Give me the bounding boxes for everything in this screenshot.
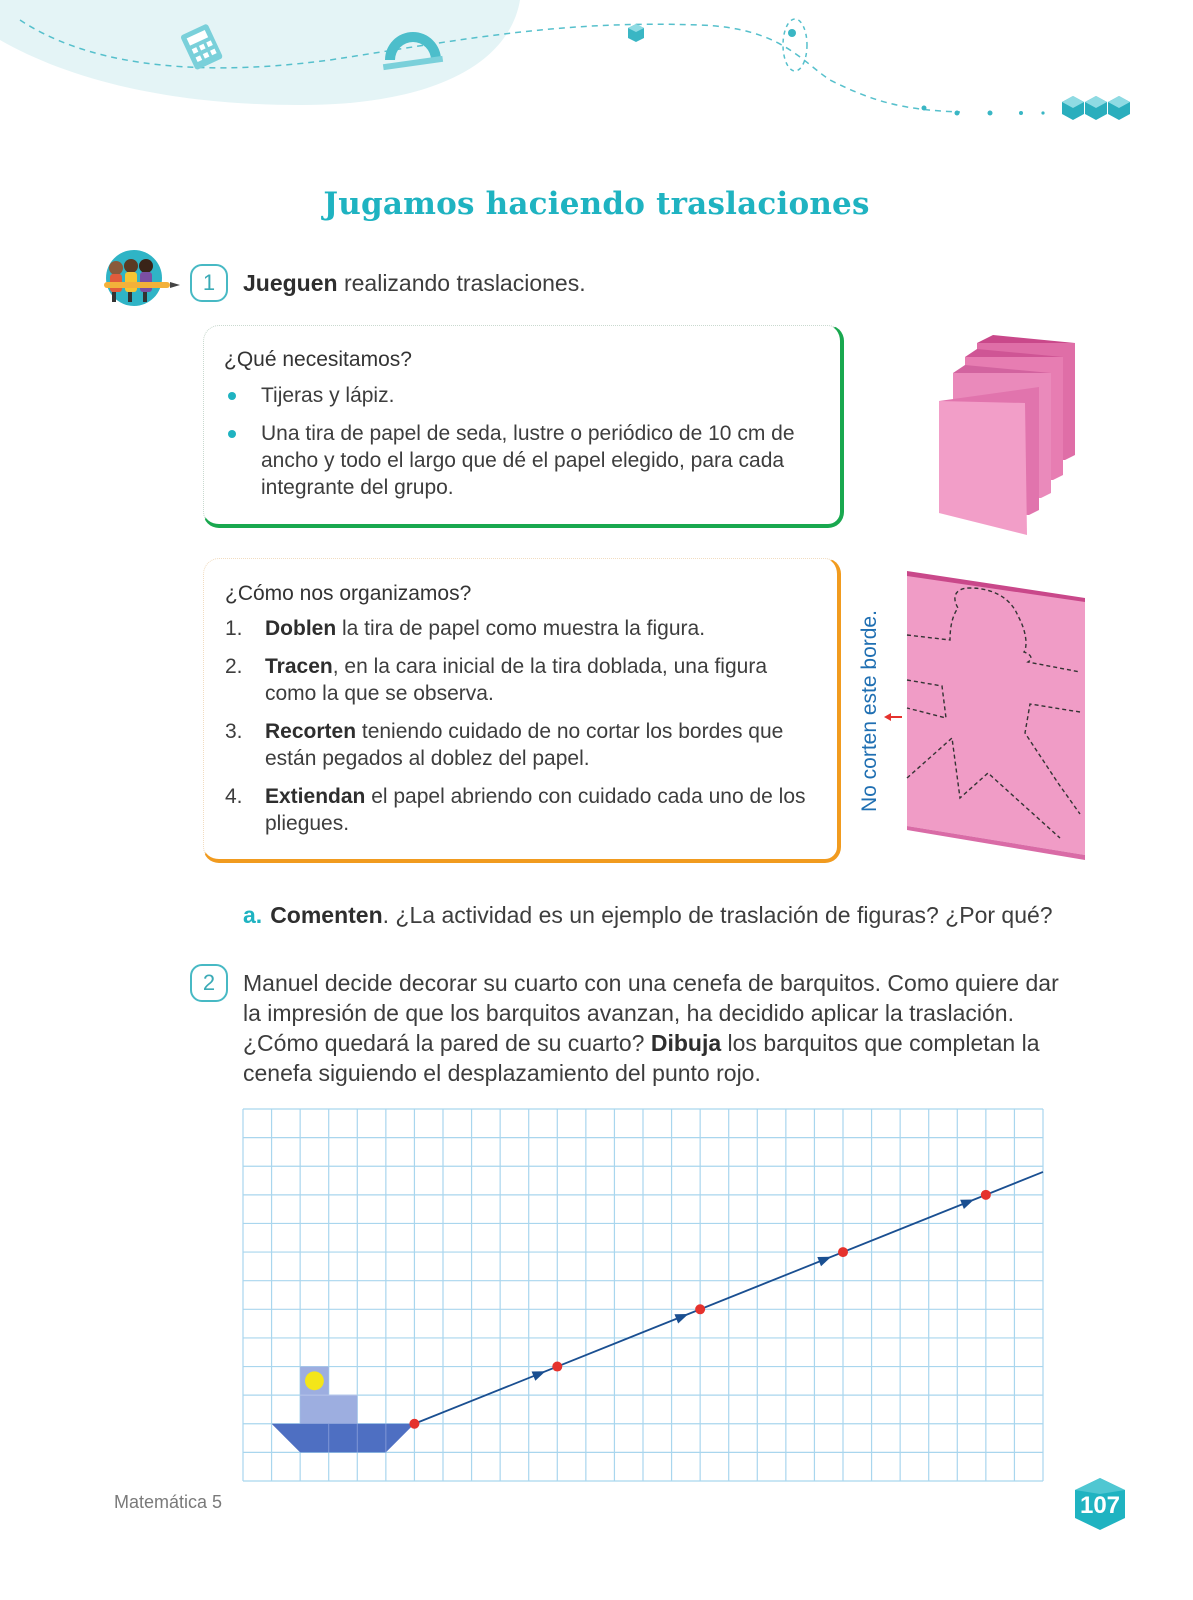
- activity-1-instruction: [243, 268, 586, 298]
- red-point: [981, 1190, 991, 1200]
- materials-list: [224, 382, 800, 501]
- activity-number-badge: 2: [190, 964, 228, 1002]
- page-title: Jugamos haciendo traslaciones: [323, 186, 870, 222]
- boat-cabin: [300, 1395, 357, 1424]
- arrowhead-icon: [532, 1367, 548, 1381]
- list-item: Tijeras y lápiz.: [224, 382, 800, 409]
- cubes-icon: [1062, 96, 1130, 120]
- steps-box: [203, 558, 841, 863]
- materials-heading: ¿Qué necesitamos?: [224, 348, 412, 371]
- activity-number-badge: 1: [190, 264, 228, 302]
- question-a: a. Comenten. ¿La actividad es un ejemplo de traslación de figuras? ¿Por qué?: [243, 902, 1053, 928]
- boat-hull: [272, 1424, 415, 1453]
- paper-cutout-illustration: [880, 568, 1090, 860]
- edge-note: No corten este borde.: [858, 610, 881, 812]
- red-point: [409, 1419, 419, 1429]
- footer-book-title: Matemática 5: [114, 1492, 223, 1512]
- activity-1-verb: Jueguen: [243, 270, 338, 296]
- boat-sun: [305, 1371, 324, 1390]
- activity-2-instruction: Manuel decide decorar su cuarto con una cenefa de barquitos. Como quiere dar la impresión de que los barquitos avanzan, ha decidido aplicar la traslación. ¿Cómo quedará la pared de su cuarto? Dibuja los barquitos que completan la cenefa siguiendo el desplazamiento del punto rojo.: [243, 970, 1059, 1086]
- page-number: 107: [1079, 1492, 1121, 1519]
- group-work-icon: [98, 250, 182, 310]
- header-decoration: [0, 0, 1193, 140]
- list-item: Una tira de papel de seda, lustre o periódico de 10 cm de ancho y todo el largo que dé el papel elegido, para cada integrante del grupo.: [224, 420, 800, 501]
- activity-1-text: realizando traslaciones.: [337, 270, 586, 296]
- red-point: [695, 1304, 705, 1314]
- materials-box: [203, 325, 844, 528]
- red-point: [552, 1362, 562, 1372]
- red-point: [838, 1247, 848, 1257]
- arrowhead-icon: [817, 1252, 833, 1266]
- list-item: 4. Extiendan el papel abriendo con cuidado cada uno de los pliegues.: [225, 785, 806, 835]
- list-item: 1. Doblen la tira de papel como muestra la figura.: [225, 617, 706, 640]
- bullet-icon: [228, 430, 236, 438]
- list-item: 3. Recorten teniendo cuidado de no cortar los bordes que están pegados al doblez del papel.: [225, 720, 784, 770]
- folded-paper-illustration: [935, 335, 1085, 540]
- steps-list: [225, 615, 817, 837]
- cube-icon: [628, 24, 644, 42]
- arrowhead-icon: [960, 1195, 976, 1209]
- page-number-badge: [1071, 1476, 1129, 1532]
- loop-icon: [783, 19, 807, 71]
- question-letter: a.: [243, 902, 263, 928]
- bullet-icon: [228, 392, 236, 400]
- translation-grid: [242, 1108, 1044, 1482]
- arrowhead-icon: [674, 1309, 690, 1323]
- list-item: 2. Tracen, en la cara inicial de la tira doblada, una figura como la que se observa.: [225, 655, 767, 705]
- steps-heading: ¿Cómo nos organizamos?: [225, 582, 472, 605]
